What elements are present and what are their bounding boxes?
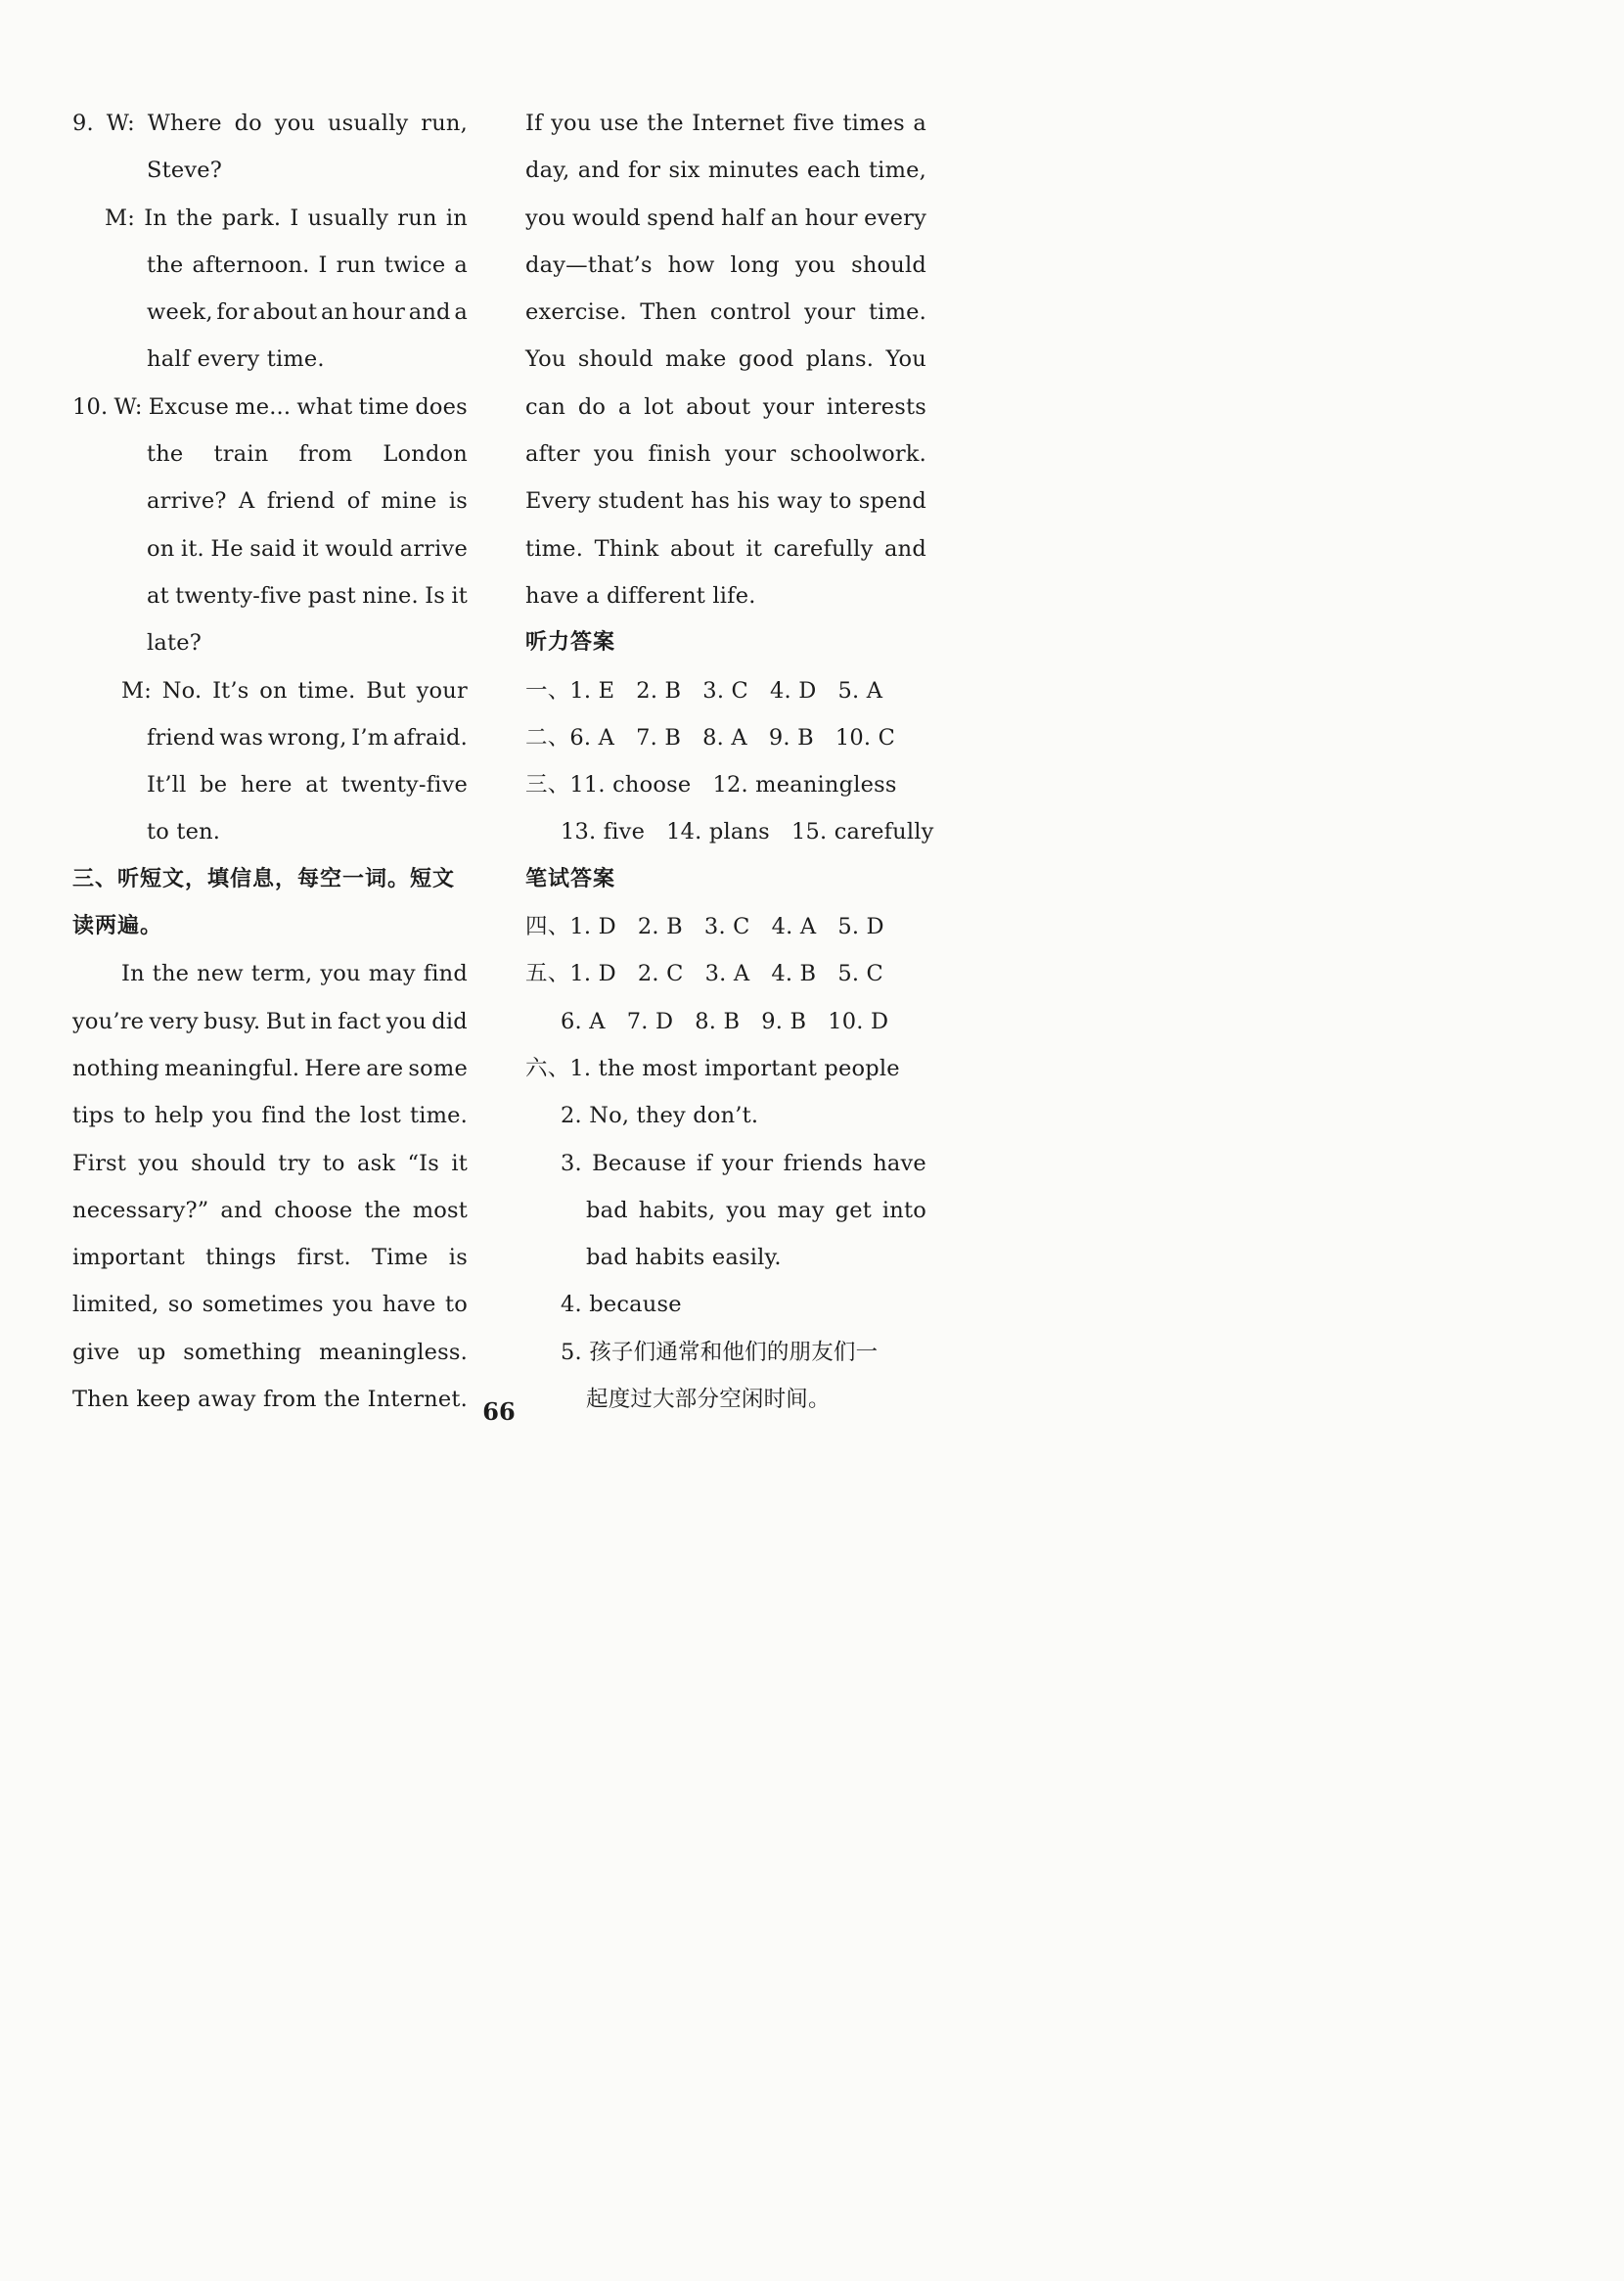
text-line: In the new term, you may find (121, 961, 468, 987)
text-line: tips to help you find the lost time. (72, 1103, 468, 1129)
text-line: arrive? A friend of mine is (147, 488, 468, 515)
text-line: 5. 孩子们通常和他们的朋友们一 (561, 1339, 879, 1365)
text-line: 六、1. the most important people (525, 1055, 900, 1081)
text-line: have a different life. (525, 582, 756, 609)
text-line: after you finish your schoolwork. (525, 441, 926, 468)
text-line: Every student has his way to spend (525, 488, 926, 515)
text-line: on it. He said it would arrive (147, 535, 468, 562)
section-heading: 笔试答案 (525, 866, 616, 891)
text-line: 6. A 7. D 8. B 9. B 10. D (561, 1008, 889, 1034)
text-line: week, for about an hour and a (147, 299, 468, 326)
left-column (72, 100, 468, 1423)
text-line: time. Think about it carefully and (525, 535, 926, 562)
text-line: M: In the park. I usually run in (105, 205, 468, 231)
text-line: 四、1. D 2. B 3. C 4. A 5. D (525, 914, 884, 940)
text-line: at twenty-five past nine. Is it (147, 582, 468, 609)
text-line: M: No. It’s on time. But your (121, 677, 468, 704)
text-line: Steve? (147, 158, 223, 184)
text-line: the afternoon. I run twice a (147, 251, 468, 278)
text-line: 2. No, they don’t. (561, 1103, 759, 1129)
text-line: important things first. Time is (72, 1245, 468, 1271)
text-line: the train from London (147, 441, 468, 468)
text-line: It’ll be here at twenty-five (147, 772, 468, 798)
text-line: day—that’s how long you should (525, 251, 926, 278)
text-line: 二、6. A 7. B 8. A 9. B 10. C (525, 724, 896, 751)
answer-page (0, 0, 1096, 1534)
text-line: 起度过大部分空闲时间。 (586, 1387, 831, 1413)
text-line: limited, so sometimes you have to (72, 1292, 468, 1318)
text-line: 三、11. choose 12. meaningless (525, 772, 897, 798)
section-heading: 听力答案 (525, 630, 616, 656)
text-line: 10. W: Excuse me... what time does (72, 393, 468, 420)
text-line: exercise. Then control your time. (525, 299, 926, 326)
text-line: bad habits easily. (586, 1245, 782, 1271)
text-line: half every time. (147, 346, 325, 373)
text-line: day, and for six minutes each time, (525, 158, 926, 184)
text-line: You should make good plans. You (525, 346, 926, 373)
text-line: 13. five 14. plans 15. carefully (561, 819, 934, 845)
text-line: bad habits, you may get into (586, 1197, 926, 1223)
text-line: 9. W: Where do you usually run, (72, 111, 468, 136)
text-line: late? (147, 630, 203, 657)
right-column (525, 100, 934, 1423)
text-line: First you should try to ask “Is it (72, 1150, 468, 1176)
text-line: necessary?” and choose the most (72, 1197, 468, 1223)
text-line: you’re very busy. But in fact you did (72, 1008, 468, 1034)
page-number: 66 (482, 1397, 516, 1426)
text-line: give up something meaningless. (72, 1339, 468, 1365)
text-line: you would spend half an hour every (525, 205, 926, 231)
text-line: nothing meaningful. Here are some (72, 1055, 468, 1081)
text-line: Then keep away from the Internet. (72, 1387, 468, 1413)
text-line: If you use the Internet five times a (525, 111, 926, 136)
section-heading: 读两遍。 (72, 914, 163, 939)
text-line: 4. because (561, 1292, 682, 1318)
text-line: 一、1. E 2. B 3. C 4. D 5. A (525, 677, 883, 704)
text-line: 3. Because if your friends have (561, 1150, 926, 1176)
text-line: 五、1. D 2. C 3. A 4. B 5. C (525, 961, 883, 987)
text-line: to ten. (147, 819, 221, 845)
text-line: friend was wrong, I’m afraid. (147, 724, 468, 751)
text-line: can do a lot about your interests (525, 393, 926, 420)
section-heading: 三、听短文，填信息，每空一词。短文 (72, 866, 456, 891)
